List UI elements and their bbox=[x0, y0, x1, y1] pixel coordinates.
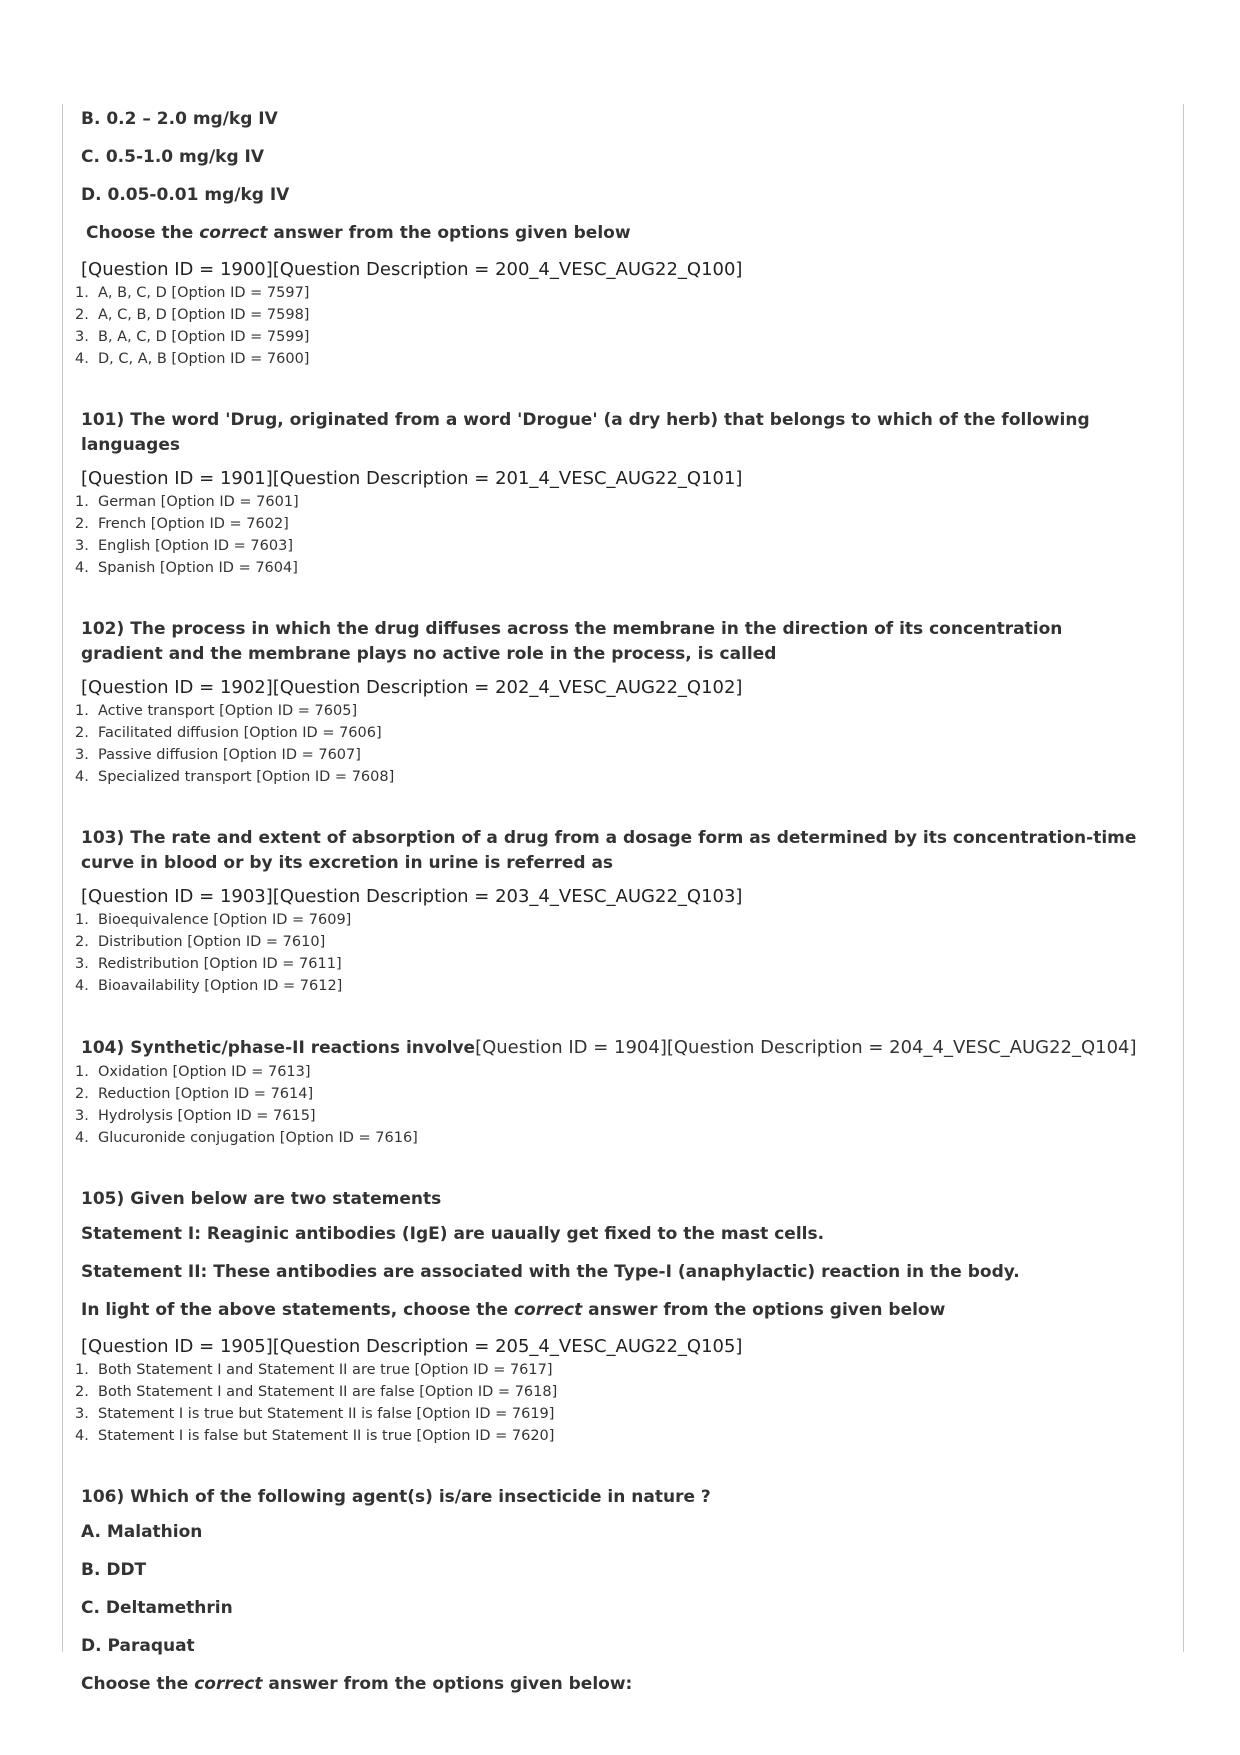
instruction-prefix: Choose the bbox=[86, 223, 200, 243]
option-item: 4. Bioavailability [Option ID = 7612] bbox=[75, 978, 343, 994]
q106-instruction: Choose the correct answer from the options given below: bbox=[81, 1674, 633, 1694]
option-item: 4. Statement I is false but Statement II is true [Option ID = 7620] bbox=[75, 1428, 555, 1444]
option-item: 1. A, B, C, D [Option ID = 7597] bbox=[75, 285, 310, 301]
q105-options bbox=[75, 1359, 1140, 1447]
option-item: 2. Facilitated diffusion [Option ID = 7606] bbox=[75, 725, 382, 741]
q100-instruction bbox=[86, 220, 1140, 246]
option-item: 4. D, C, A, B [Option ID = 7600] bbox=[75, 351, 310, 367]
option-item: 4. Specialized transport [Option ID = 7608] bbox=[75, 769, 395, 785]
q106-item-c: C. Deltamethrin bbox=[81, 1598, 233, 1618]
q101-text: 101) The word 'Drug, originated from a word 'Drogue' (a dry herb) that belongs to which of the following languages bbox=[81, 410, 1090, 455]
q102-options bbox=[75, 700, 1140, 788]
option-item: 2. A, C, B, D [Option ID = 7598] bbox=[75, 307, 310, 323]
q100-options bbox=[75, 282, 1140, 370]
q104-text: 104) Synthetic/phase-II reactions involve[Question ID = 1904][Question Description = 204_4_VESC_AUG22_Q104] bbox=[81, 1037, 1137, 1058]
option-item: 3. English [Option ID = 7603] bbox=[75, 538, 293, 554]
q106-item-d: D. Paraquat bbox=[81, 1636, 195, 1656]
q101-id-line: [Question ID = 1901][Question Description = 201_4_VESC_AUG22_Q101] bbox=[81, 468, 743, 489]
q103-text: 103) The rate and extent of absorption of a drug from a dosage form as determined by its concentration-time curve in blood or by its excretion in urine is referred as bbox=[81, 828, 1137, 873]
q100-option-b: B. 0.2 – 2.0 mg/kg IV bbox=[81, 109, 278, 129]
option-item: 1. German [Option ID = 7601] bbox=[75, 494, 299, 510]
question-paper bbox=[75, 106, 1140, 1709]
option-item: 1. Oxidation [Option ID = 7613] bbox=[75, 1064, 311, 1080]
q106-item-a: A. Malathion bbox=[81, 1522, 203, 1542]
q102-id-line: [Question ID = 1902][Question Description = 202_4_VESC_AUG22_Q102] bbox=[81, 677, 743, 698]
q103-options bbox=[75, 909, 1140, 997]
option-item: 2. Both Statement I and Statement II are false [Option ID = 7618] bbox=[75, 1384, 558, 1400]
option-item: 3. B, A, C, D [Option ID = 7599] bbox=[75, 329, 310, 345]
option-item: 3. Statement I is true but Statement II is false [Option ID = 7619] bbox=[75, 1406, 555, 1422]
q106-item-b: B. DDT bbox=[81, 1560, 147, 1580]
q100-id-line: [Question ID = 1900][Question Description = 200_4_VESC_AUG22_Q100] bbox=[81, 259, 743, 280]
option-item: 4. Glucuronide conjugation [Option ID = 7616] bbox=[75, 1130, 418, 1146]
option-item: 2. French [Option ID = 7602] bbox=[75, 516, 289, 532]
q100-option-d: D. 0.05-0.01 mg/kg IV bbox=[81, 185, 290, 205]
q103-id-line: [Question ID = 1903][Question Description = 203_4_VESC_AUG22_Q103] bbox=[81, 886, 743, 907]
instruction-suffix: answer from the options given below bbox=[267, 223, 631, 243]
q102-text: 102) The process in which the drug diffuses across the membrane in the direction of its concentration gradient and the membrane plays no active role in the process, is called bbox=[81, 619, 1063, 664]
option-item: 3. Passive diffusion [Option ID = 7607] bbox=[75, 747, 361, 763]
q105-statement-2: Statement II: These antibodies are associated with the Type-I (anaphylactic) reaction in the body. bbox=[81, 1262, 1020, 1282]
option-item: 1. Both Statement I and Statement II are true [Option ID = 7617] bbox=[75, 1362, 553, 1378]
option-item: 2. Distribution [Option ID = 7610] bbox=[75, 934, 326, 950]
q105-statement-1: Statement I: Reaginic antibodies (IgE) are uaually get fixed to the mast cells. bbox=[81, 1224, 825, 1244]
option-item: 3. Hydrolysis [Option ID = 7615] bbox=[75, 1108, 316, 1124]
q105-id-line: [Question ID = 1905][Question Description = 205_4_VESC_AUG22_Q105] bbox=[81, 1336, 743, 1357]
q106-text: 106) Which of the following agent(s) is/are insecticide in nature ? bbox=[81, 1487, 711, 1507]
q104-options bbox=[75, 1061, 1140, 1149]
q105-text: 105) Given below are two statements bbox=[81, 1189, 442, 1209]
option-item: 1. Active transport [Option ID = 7605] bbox=[75, 703, 358, 719]
option-item: 2. Reduction [Option ID = 7614] bbox=[75, 1086, 314, 1102]
option-item: 3. Redistribution [Option ID = 7611] bbox=[75, 956, 342, 972]
q105-instruction: In light of the above statements, choose the correct answer from the options given below bbox=[81, 1300, 946, 1320]
instruction-emphasis: correct bbox=[199, 223, 268, 243]
q100-option-c: C. 0.5-1.0 mg/kg IV bbox=[81, 147, 265, 167]
option-item: 4. Spanish [Option ID = 7604] bbox=[75, 560, 298, 576]
option-item: 1. Bioequivalence [Option ID = 7609] bbox=[75, 912, 352, 928]
q101-options bbox=[75, 491, 1140, 579]
q104-id-line: [Question ID = 1904][Question Description = 204_4_VESC_AUG22_Q104] bbox=[475, 1037, 1137, 1058]
